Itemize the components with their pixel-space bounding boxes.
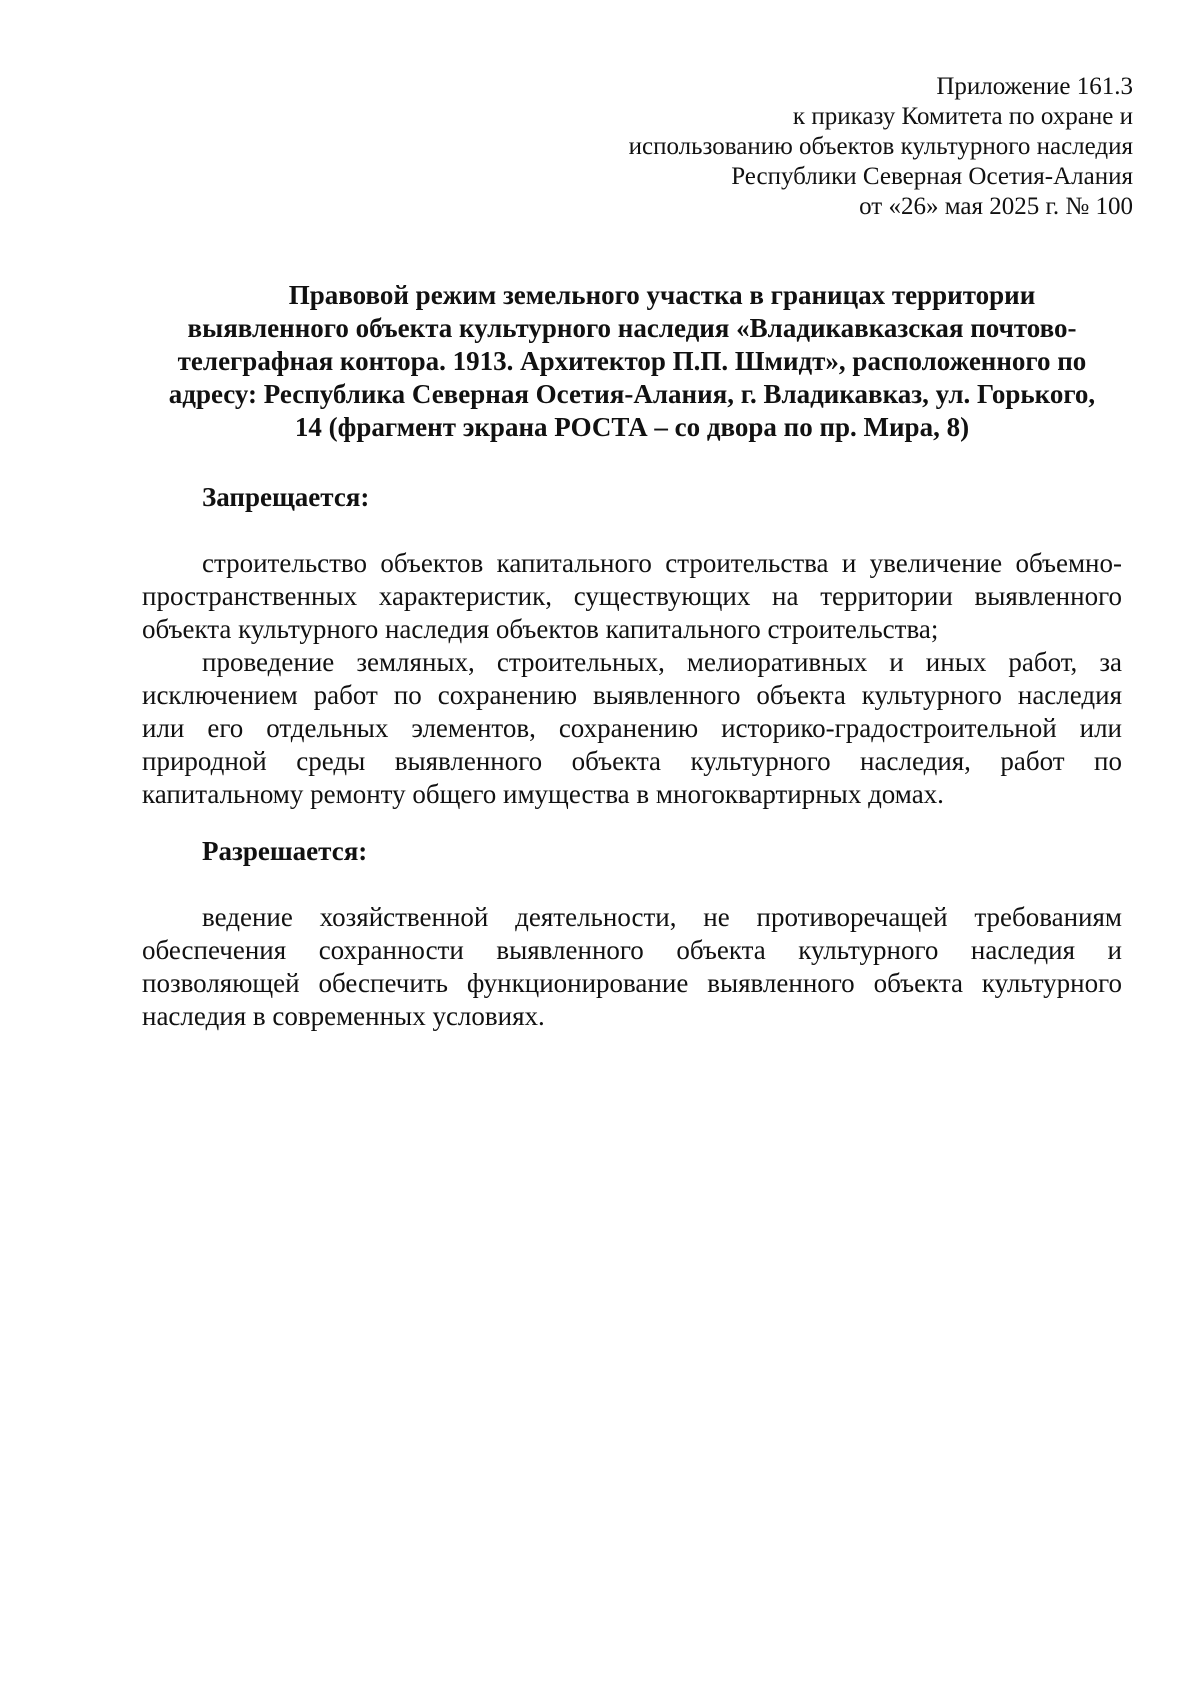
order-reference-line: использованию объектов культурного наследия [628, 133, 1133, 160]
paragraph-line: ведение хозяйственной деятельности, не противоречащей требованиям [202, 902, 1122, 932]
order-reference-line: Республики Северная Осетия-Алания [731, 163, 1133, 190]
paragraph-line: наследия в современных условиях. [142, 1001, 545, 1031]
paragraph-line: пространственных характеристик, существующих на территории выявленного [142, 581, 1122, 611]
paragraph-line: или его отдельных элементов, сохранению историко-градостроительной или [142, 713, 1122, 743]
order-reference-line: к приказу Комитета по охране и [792, 103, 1133, 130]
order-date-number: от «26» мая 2025 г. № 100 [859, 193, 1133, 220]
paragraph-line: исключением работ по сохранению выявленного объекта культурного наследия [142, 680, 1122, 710]
paragraph-line: объекта культурного наследия объектов капитального строительства; [142, 614, 939, 644]
title-line: выявленного объекта культурного наследия «Владикавказская почтово- [187, 313, 1077, 343]
paragraph-line: позволяющей обеспечить функционирование выявленного объекта культурного [142, 968, 1122, 998]
allowed-heading: Разрешается: [202, 836, 368, 866]
paragraph-line: обеспечения сохранности выявленного объекта культурного наследия и [142, 935, 1122, 965]
title-line: адресу: Республика Северная Осетия-Алания, г. Владикавказ, ул. Горького, [168, 379, 1096, 409]
paragraph-line: строительство объектов капитального строительства и увеличение объемно- [202, 548, 1122, 578]
appendix-header [433, 72, 1133, 222]
prohibited-heading: Запрещается: [202, 482, 370, 512]
prohibited-paragraph-1 [142, 547, 1122, 646]
prohibited-paragraph-2 [142, 646, 1122, 811]
paragraph-line: природной среды выявленного объекта культурного наследия, работ по [142, 746, 1122, 776]
title-line: Правовой режим земельного участка в границах территории [288, 280, 1036, 310]
appendix-number: Приложение 161.3 [936, 73, 1133, 100]
title-line: телеграфная контора. 1913. Архитектор П.П. Шмидт», расположенного по [177, 346, 1087, 376]
document-title [142, 279, 1122, 444]
paragraph-line: проведение земляных, строительных, мелиоративных и иных работ, за [202, 647, 1122, 677]
paragraph-line: капитальному ремонту общего имущества в многоквартирных домах. [142, 779, 944, 809]
title-line: 14 (фрагмент экрана РОСТА – со двора по пр. Мира, 8) [294, 412, 970, 442]
allowed-paragraph-1 [142, 901, 1122, 1033]
